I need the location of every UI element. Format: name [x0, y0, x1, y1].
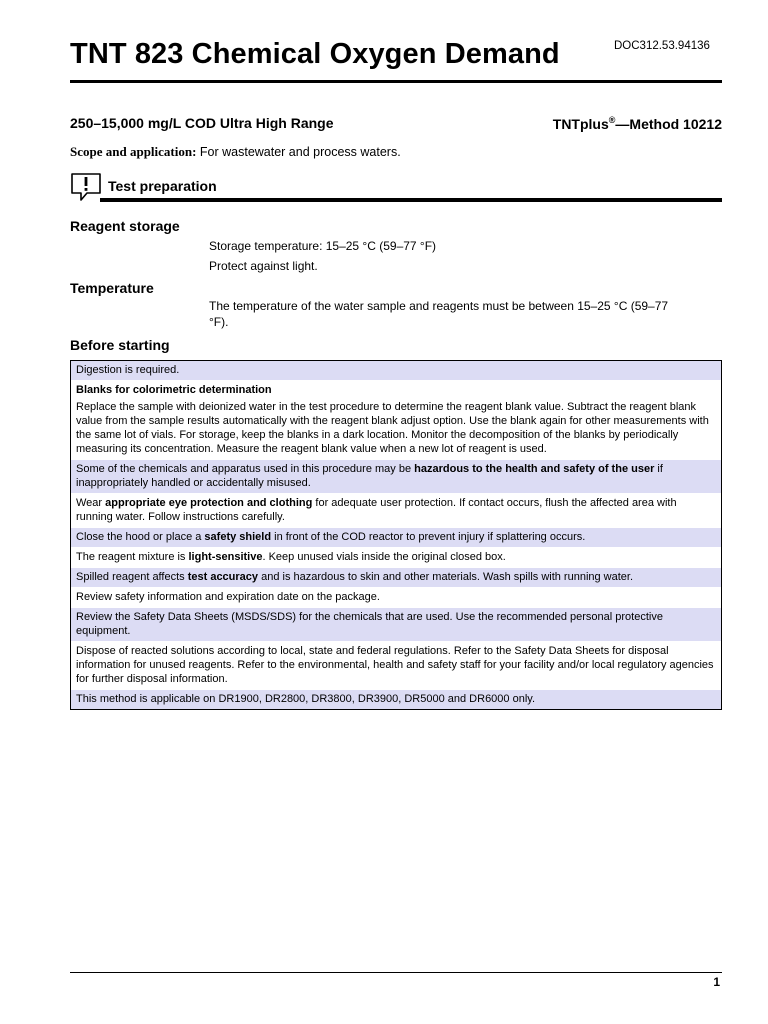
row-text-segment: This method is applicable on DR1900, DR2800, DR3800, DR3900, DR5000 and DR6000 only.	[76, 693, 536, 705]
table-row-text	[76, 550, 716, 564]
registered-mark: ®	[608, 115, 616, 125]
row-text-segment: if inappropriately handled or accidentally misused.	[76, 463, 663, 489]
row-text-segment: Dispose of reacted solutions according to local, state and federal regulations. Refer to the Safety Data Sheets for disposal information for unused reagents. Refer to the environmental, health and safety staff for your facility and/or local regulatory agencies for further disposal information.	[76, 645, 714, 685]
scope-statement	[70, 144, 401, 160]
row-text-segment: Replace the sample with deionized water in the test procedure to determine the reagent blank value. Subtract the reagent blank value from the sample results automatically with the reagent blank adjust option. Use the blank again for other measurements with the same lot of vials. For storage, keep the blanks in a dark location. Monitor the decomposition of the blanks by periodically measuring its concentration. Measure the reagent blank value when a new lot of reagent is used.	[76, 401, 709, 455]
table-row-text	[76, 462, 716, 490]
table-row-text	[76, 644, 716, 686]
emphasis-text: test accuracy	[187, 571, 259, 583]
table-row	[71, 548, 721, 568]
method-brand: TNTplus	[552, 116, 609, 132]
document-number: DOC312.53.94136	[614, 40, 710, 52]
row-text-segment: Review safety information and expiration date on the package.	[76, 591, 380, 603]
protect-light-text: Protect against light.	[209, 259, 318, 273]
row-text-segment: and is hazardous to skin and other materials. Wash spills with running water.	[258, 571, 634, 583]
temperature-heading: Temperature	[70, 280, 154, 296]
table-row	[71, 381, 721, 460]
table-row-header: Blanks for colorimetric determination	[76, 384, 272, 396]
method-number: —Method 10212	[615, 116, 722, 132]
row-text-segment: Spilled reagent affects	[76, 571, 188, 583]
footer-divider	[70, 972, 722, 973]
row-text-segment: for adequate user protection. If contact occurs, flush the affected area with running water. Follow instructions carefully.	[76, 497, 677, 523]
table-row	[71, 642, 721, 690]
table-row-text	[76, 692, 716, 706]
table-row	[71, 608, 721, 642]
storage-temperature-text: Storage temperature: 15–25 °C (59–77 °F)	[209, 239, 437, 253]
table-row	[71, 528, 721, 548]
emphasis-text: hazardous to the health and safety of the user	[414, 463, 655, 475]
table-row	[71, 494, 721, 528]
table-row	[71, 460, 721, 494]
row-text-segment: in front of the COD reactor to prevent injury if splattering occurs.	[271, 531, 586, 543]
test-preparation-banner	[70, 170, 722, 204]
table-row	[71, 690, 721, 709]
scope-text: For wastewater and process waters.	[196, 145, 401, 159]
emphasis-text: safety shield	[204, 531, 272, 543]
table-row-text	[76, 610, 716, 638]
table-row-text	[76, 400, 716, 456]
table-row-text	[76, 496, 716, 524]
row-text-segment: Review the Safety Data Sheets (MSDS/SDS) for the chemicals that are used. Use the recommended personal protective equipment.	[76, 611, 663, 637]
page-number: 1	[713, 975, 720, 989]
temperature-text: The temperature of the water sample and reagents must be between 15–25 °C (59–77 °F).	[209, 299, 669, 329]
table-row-text	[76, 363, 716, 377]
table-row-text	[76, 530, 716, 544]
table-row-text	[76, 590, 716, 604]
scope-label: Scope and application:	[70, 144, 197, 159]
emphasis-text: appropriate eye protection and clothing	[105, 497, 313, 509]
row-text-segment: . Keep unused vials inside the original closed box.	[262, 551, 506, 563]
row-text-segment: The reagent mixture is	[76, 551, 189, 563]
before-starting-table	[70, 360, 722, 710]
row-text-segment: Close the hood or place a	[76, 531, 205, 543]
reagent-storage-heading: Reagent storage	[70, 218, 180, 234]
document-title: TNT 823 Chemical Oxygen Demand	[70, 38, 560, 70]
table-row	[71, 568, 721, 588]
title-divider	[70, 80, 722, 83]
table-row	[71, 588, 721, 608]
test-preparation-heading: Test preparation	[108, 178, 217, 194]
test-preparation-divider	[100, 198, 722, 202]
before-starting-heading: Before starting	[70, 337, 170, 353]
table-row	[71, 361, 721, 381]
row-text-segment: Some of the chemicals and apparatus used in this procedure may be	[76, 463, 415, 475]
row-text-segment: Wear	[76, 497, 106, 509]
table-row-text	[76, 570, 716, 584]
method-label	[553, 115, 722, 132]
warning-exclamation-icon	[70, 172, 104, 202]
range-subtitle: 250–15,000 mg/L COD Ultra High Range	[70, 115, 334, 131]
row-text-segment: Digestion is required.	[76, 364, 180, 376]
emphasis-text: light-sensitive	[188, 551, 263, 563]
